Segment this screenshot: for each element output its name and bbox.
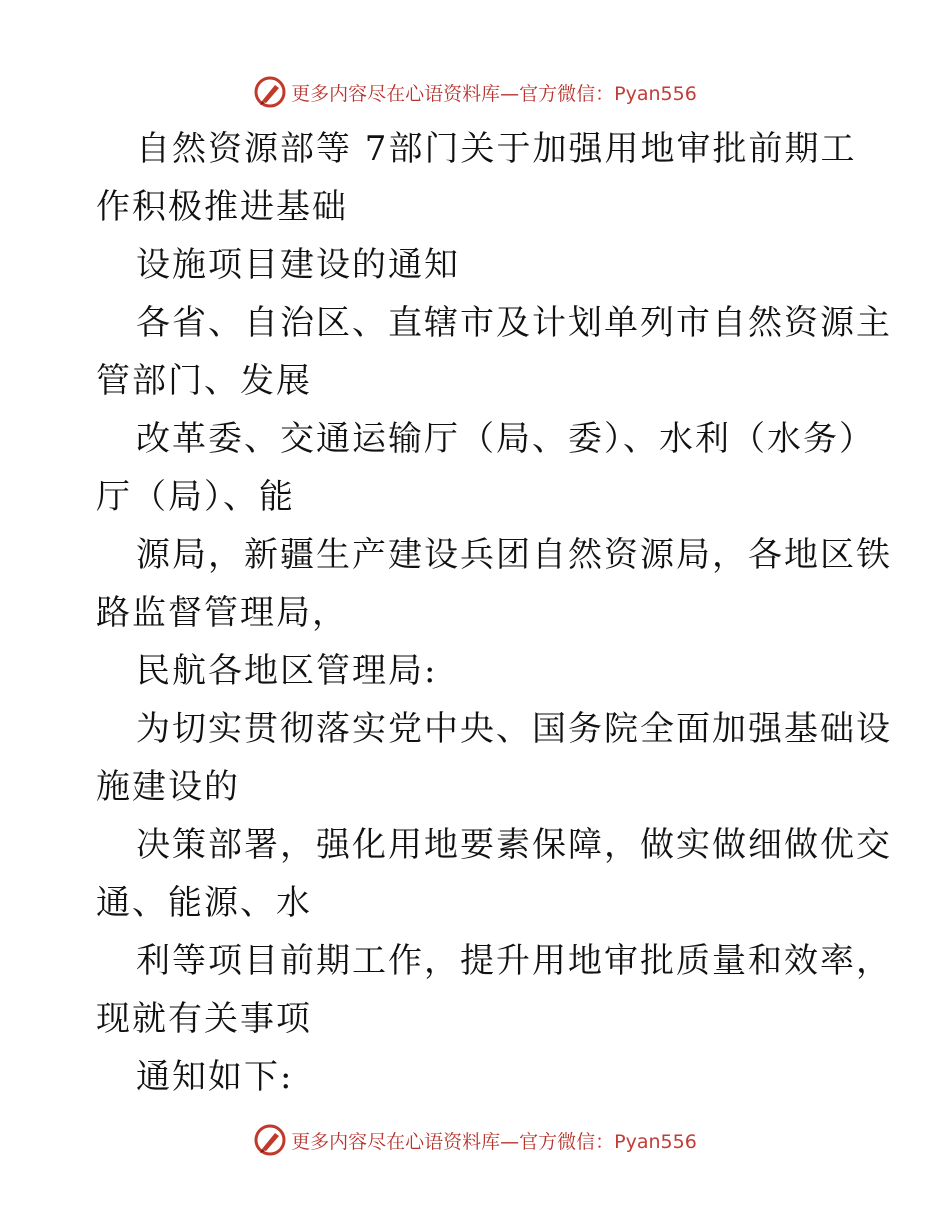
- text-line: 作积极推进基础: [96, 187, 348, 227]
- watermark-text: 更多内容尽在心语资料库—官方微信：Pyan556: [291, 82, 697, 105]
- text-line: 源局，新疆生产建设兵团自然资源局，各地区铁: [136, 535, 892, 575]
- pen-logo-icon: [253, 75, 287, 109]
- watermark-header: [0, 72, 950, 112]
- text-line: 通知如下:: [136, 1057, 294, 1097]
- watermark-text: 更多内容尽在心语资料库—官方微信：Pyan556: [291, 1130, 697, 1153]
- text-line: 施建设的: [96, 767, 240, 807]
- text-line: 路监督管理局，: [96, 593, 348, 633]
- document-body: [96, 120, 892, 1106]
- text-line: 各省、自治区、直辖市及计划单列市自然资源主: [136, 303, 892, 343]
- text-line: 厅（局）、能: [96, 477, 295, 517]
- text-line: 设施项目建设的通知: [136, 245, 460, 285]
- text-line: 通、能源、水: [96, 883, 312, 923]
- text-line: 改革委、交通运输厅（局、委）、水利（水务）: [136, 419, 875, 459]
- pen-logo-icon: [253, 1123, 287, 1157]
- text-line: 决策部署，强化用地要素保障，做实做细做优交: [136, 825, 892, 865]
- text-line: 民航各地区管理局:: [136, 651, 438, 691]
- watermark-footer: [0, 1120, 950, 1160]
- text-line: 管部门、发展: [96, 361, 312, 401]
- text-line: 为切实贯彻落实党中央、国务院全面加强基础设: [136, 709, 892, 749]
- text-line: 自然资源部等 7部门关于加强用地审批前期工: [136, 129, 857, 169]
- text-line: 利等项目前期工作，提升用地审批质量和效率，: [136, 941, 892, 981]
- text-line: 现就有关事项: [96, 999, 312, 1039]
